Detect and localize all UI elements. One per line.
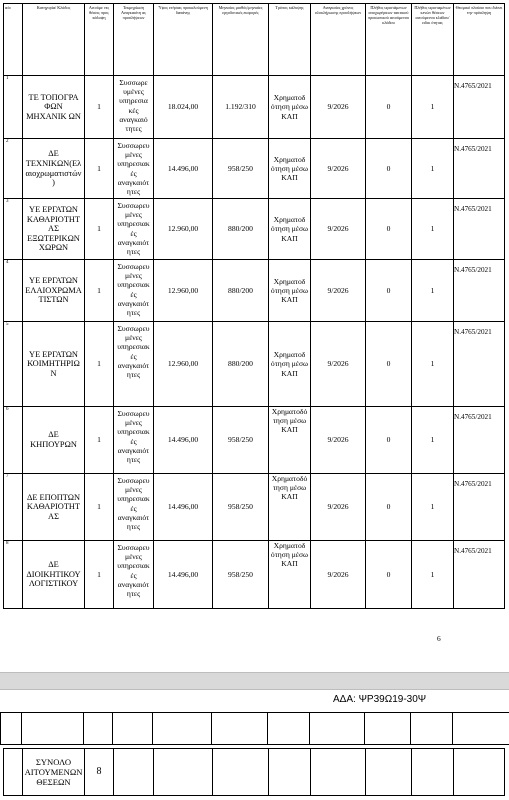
row-category: ΔΕ ΤΕΧΝΙΚΩΝ(Ελ αιοχρωματιστών ) (23, 139, 85, 199)
row-requested: 1 (85, 199, 114, 260)
table-row (4, 541, 505, 609)
row-requested: 1 (85, 322, 114, 407)
row-category: ΔΕ ΔΙΟΙΚΗΤΙΚΟΥ ΛΟΓΙΣΤΙΚΟΥ (23, 541, 85, 609)
row-legal: Ν.4765/2021 (454, 139, 505, 199)
empty-cell (84, 713, 113, 745)
table-row (4, 260, 505, 322)
row-funding: Χρηματοδ ότηση μέσω ΚΑΠ (269, 541, 311, 609)
empty-cell (153, 713, 212, 745)
row-vacant: 1 (412, 474, 454, 541)
empty-cell (453, 713, 509, 745)
row-permanent: 0 (366, 541, 412, 609)
row-requested: 1 (85, 260, 114, 322)
header-cost: Ύψος ετήσιας προκαλούμενη δαπάνης (154, 4, 213, 76)
table-row (4, 407, 505, 474)
empty-cell (310, 713, 365, 745)
row-num: 7 (4, 474, 23, 541)
row-salary: 880/200 (213, 199, 269, 260)
row-vacant: 1 (412, 260, 454, 322)
row-permanent: 0 (366, 139, 412, 199)
row-cost: 14.496,00 (154, 407, 213, 474)
header-justification: Τεκμηρίωση Αναγκαιότη ας προσλήψεων (114, 4, 154, 76)
row-category: ΥΕ ΕΡΓΑΤΩΝ ΚΟΙΜΗΤΗΡΙΩ Ν (23, 322, 85, 407)
row-permanent: 0 (366, 260, 412, 322)
row-legal: Ν.4765/2021 (454, 407, 505, 474)
header-permanent: Πλήθος υφιστάμενων αποχωρήσεων τακτικού προσωπικού αιτούμενου κλάδου (366, 4, 412, 76)
total-table (3, 748, 505, 796)
total-value: 8 (85, 749, 114, 796)
row-cost: 12.960,00 (154, 199, 213, 260)
empty-cell (365, 713, 411, 745)
row-num: 3 (4, 199, 23, 260)
total-row (4, 749, 505, 796)
total-empty-cell (366, 749, 412, 796)
table-row (4, 199, 505, 260)
header-num: α/α (4, 4, 23, 76)
empty-cell (22, 713, 84, 745)
row-permanent: 0 (366, 199, 412, 260)
row-legal: Ν.4765/2021 (454, 76, 505, 139)
header-year: Αναγκαίος χρόνος ολοκλήρωσης προσλήψεων (311, 4, 366, 76)
positions-table (3, 3, 505, 609)
row-category: ΥΕ ΕΡΓΑΤΩΝ ΚΑΘΑΡΙΟΤΗΤ ΑΣ ΕΞΩΤΕΡΙΚΩΝ ΧΩΡΩΝ (23, 199, 85, 260)
row-year: 9/2026 (311, 199, 366, 260)
row-legal: Ν.4765/2021 (454, 260, 505, 322)
row-year: 9/2026 (311, 260, 366, 322)
row-vacant: 1 (412, 199, 454, 260)
row-year: 9/2026 (311, 322, 366, 407)
row-salary: 880/200 (213, 322, 269, 407)
row-year: 9/2026 (311, 407, 366, 474)
row-justification: Συσσωρευ μένες υπηρεσιακ ές αναγκαιότ ητες (114, 474, 154, 541)
row-justification: Συσσωρευ μένες υπηρεσιακ ές αναγκαιότ ητες (114, 407, 154, 474)
row-justification: Συσσωρευ μένες υπηρεσιακ ές αναγκαιότ ητες (114, 322, 154, 407)
row-year: 9/2026 (311, 76, 366, 139)
row-salary: 958/250 (213, 541, 269, 609)
total-empty-cell (269, 749, 311, 796)
table-row (4, 322, 505, 407)
row-vacant: 1 (412, 139, 454, 199)
row-justification: Συσσωρευ μένες υπηρεσιακ ές αναγκαιότ ητες (114, 260, 154, 322)
row-cost: 12.960,00 (154, 260, 213, 322)
page-divider (0, 672, 509, 690)
header-vacant: Πλήθος υφισταμένων κενών θέσεων αιτούμενου κλάδου/ειδικ ότητας (412, 4, 454, 76)
row-requested: 1 (85, 407, 114, 474)
total-empty-cell (213, 749, 269, 796)
page-number: 6 (437, 634, 441, 643)
header-category: Κατηγορία/ Κλάδος (23, 4, 85, 76)
row-num: 5 (4, 322, 23, 407)
row-salary: 880/200 (213, 260, 269, 322)
row-category: ΔΕ ΕΠΟΠΤΩΝ ΚΑΘΑΡΙΟΤΗΤ ΑΣ (23, 474, 85, 541)
total-empty-cell (154, 749, 213, 796)
total-empty-cell (114, 749, 154, 796)
row-num: 4 (4, 260, 23, 322)
row-cost: 14.496,00 (154, 541, 213, 609)
row-vacant: 1 (412, 407, 454, 474)
row-cost: 12.960,00 (154, 322, 213, 407)
row-justification: Συσσωρευ μένες υπηρεσιακ ές αναγκαιότ ητες (114, 139, 154, 199)
row-legal: Ν.4765/2021 (454, 541, 505, 609)
row-num: 2 (4, 139, 23, 199)
row-salary: 958/250 (213, 474, 269, 541)
table-row (4, 139, 505, 199)
header-row (4, 4, 505, 76)
row-funding: Χρηματοδ ότηση μέσω ΚΑΠ (269, 199, 311, 260)
header-funding: Τρόπος κάλυψης (269, 4, 311, 76)
empty-cell (411, 713, 453, 745)
table-row (4, 76, 505, 139)
table-row (4, 474, 505, 541)
empty-cell (1, 713, 22, 745)
row-num: 1 (4, 76, 23, 139)
row-category: ΥΕ ΕΡΓΑΤΩΝ ΕΛΑΙΟΧΡΩΜΑ ΤΙΣΤΩΝ (23, 260, 85, 322)
row-funding: Χρηματοδ ότηση μέσω ΚΑΠ (269, 260, 311, 322)
empty-cell (268, 713, 310, 745)
total-empty-cell (4, 749, 23, 796)
header-requested: Αιτούμε νες θέσεις προς κάλυψη (85, 4, 114, 76)
row-cost: 14.496,00 (154, 474, 213, 541)
header-salary: Μηνιαίος μισθός/μηνιαίες εργοδοτικές εισφορές (213, 4, 269, 76)
row-requested: 1 (85, 541, 114, 609)
row-funding: Χρηματοδ ότηση μέσω ΚΑΠ (269, 139, 311, 199)
row-funding: Χρηματοδ ότηση μέσω ΚΑΠ (269, 322, 311, 407)
row-salary: 958/250 (213, 139, 269, 199)
row-vacant: 1 (412, 541, 454, 609)
row-legal: Ν.4765/2021 (454, 322, 505, 407)
row-num: 8 (4, 541, 23, 609)
row-legal: Ν.4765/2021 (454, 199, 505, 260)
row-justification: Συσσωρευ μένες υπηρεσιακ ές αναγκαιότ ητες (114, 199, 154, 260)
row-funding: Χρηματοδό τηση μέσω ΚΑΠ (269, 474, 311, 541)
row-year: 9/2026 (311, 139, 366, 199)
row-legal: Ν.4765/2021 (454, 474, 505, 541)
row-salary: 1.192/310 (213, 76, 269, 139)
row-funding: Χρηματοδό τηση μέσω ΚΑΠ (269, 407, 311, 474)
row-cost: 18.024,00 (154, 76, 213, 139)
row-requested: 1 (85, 474, 114, 541)
row-permanent: 0 (366, 76, 412, 139)
row-category: ΤΕ ΤΟΠΟΓΡΑ ΦΩΝ ΜΗΧΑΝΙΚ ΩΝ (23, 76, 85, 139)
row-year: 9/2026 (311, 474, 366, 541)
row-cost: 14.496,00 (154, 139, 213, 199)
row-permanent: 0 (366, 322, 412, 407)
ada-stamp: ΑΔΑ: ΨΡ39Ω19-30Ψ (333, 694, 427, 705)
row-num: 6 (4, 407, 23, 474)
row-justification: Συσσωρευ μένες υπηρεσιακ ές αναγκαιότ ητες (114, 541, 154, 609)
row-justification: Συσσωρε υμένες υπηρεσια κές αναγκαιό τητες (114, 76, 154, 139)
row-salary: 958/250 (213, 407, 269, 474)
row-vacant: 1 (412, 322, 454, 407)
row-permanent: 0 (366, 407, 412, 474)
total-empty-cell (412, 749, 454, 796)
row-requested: 1 (85, 139, 114, 199)
row-funding: Χρηματοδ ότηση μέσω ΚΑΠ (269, 76, 311, 139)
empty-cell (113, 713, 153, 745)
empty-grid-strip (0, 712, 509, 745)
total-empty-cell (311, 749, 366, 796)
empty-row (1, 713, 509, 745)
row-category: ΔΕ ΚΗΠΟΥΡΩΝ (23, 407, 85, 474)
row-year: 9/2026 (311, 541, 366, 609)
total-label: ΣΥΝΟΛΟ ΑΙΤΟΥΜΕΝΩΝ ΘΕΣΕΩΝ (23, 749, 85, 796)
row-permanent: 0 (366, 474, 412, 541)
empty-cell (212, 713, 268, 745)
row-vacant: 1 (412, 76, 454, 139)
row-requested: 1 (85, 76, 114, 139)
total-empty-cell (454, 749, 505, 796)
header-legal: Θεσμικό πλαίσιο που διέπει την πρόσληψη (454, 4, 505, 76)
